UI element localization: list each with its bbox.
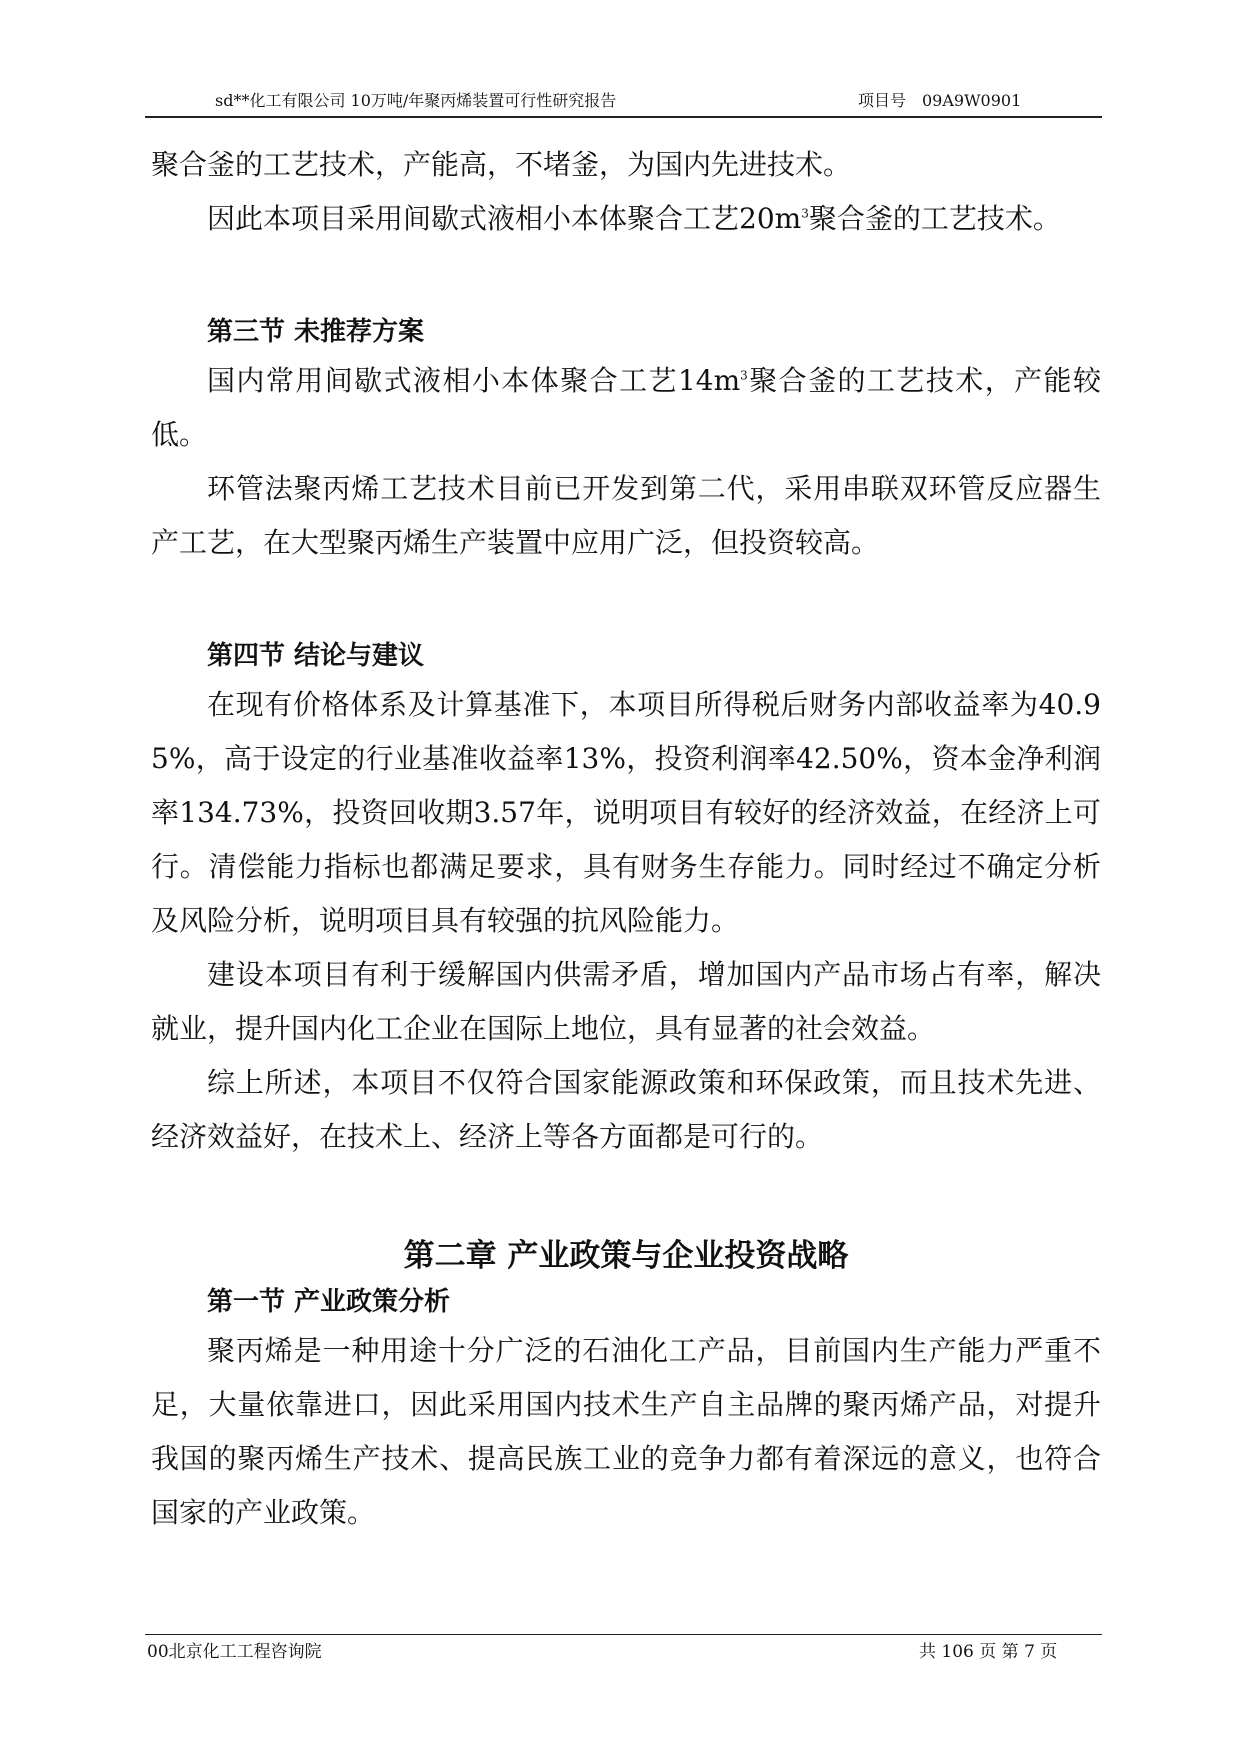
section-heading: 第四节 结论与建议 bbox=[207, 641, 425, 671]
paragraph: 聚合釜的工艺技术，产能高，不堵釜，为国内先进技术。 bbox=[151, 148, 852, 181]
paragraph: 聚丙烯是一种用途十分广泛的石油化工产品，目前国内生产能力严重不足，大量依靠进口，因此采用国内技术生产自主品牌的聚丙烯产品，对提升我国的聚丙烯生产技术、提高民族工业的竞争力都有着深远的意义，也符合国家的产业政策。 bbox=[151, 1334, 1101, 1529]
page-body bbox=[151, 138, 1101, 1540]
section-heading: 第一节 产业政策分析 bbox=[207, 1287, 451, 1317]
header-project-number: 项目号 09A9W0901 bbox=[858, 91, 1022, 110]
paragraph-text: 国内常用间歇式液相小本体聚合工艺14m bbox=[207, 364, 741, 397]
paragraph-text: 聚合釜的工艺技术。 bbox=[808, 202, 1061, 235]
superscript: 3 bbox=[801, 206, 809, 221]
paragraph: 在现有价格体系及计算基准下，本项目所得税后财务内部收益率为40.95%，高于设定的行业基准收益率13%，投资利润率42.50%，资本金净利润率134.73%，投资回收期3.57年，说明项目有较好的经济效益，在经济上可行。清偿能力指标也都满足要求，具有财务生存能力。同时经过不确定分析及风险分析，说明项目具有较强的抗风险能力。 bbox=[151, 688, 1101, 937]
header-report-title: sd**化工有限公司 10万吨/年聚丙烯装置可行性研究报告 bbox=[215, 91, 617, 110]
footer-page-number: 共 106 页 第 7 页 bbox=[919, 1642, 1058, 1662]
paragraph-text: 聚合釜的工艺技术，产能较低。 bbox=[151, 364, 1101, 451]
page-footer bbox=[145, 1634, 1102, 1665]
paragraph: 环管法聚丙烯工艺技术目前已开发到第二代，采用串联双环管反应器生产工艺，在大型聚丙烯生产装置中应用广泛，但投资较高。 bbox=[151, 472, 1101, 559]
superscript: 3 bbox=[740, 368, 748, 383]
paragraph: 综上所述，本项目不仅符合国家能源政策和环保政策，而且技术先进、经济效益好，在技术上、经济上等各方面都是可行的。 bbox=[151, 1066, 1101, 1153]
paragraph: 建设本项目有利于缓解国内供需矛盾，增加国内产品市场占有率，解决就业，提升国内化工企业在国际上地位，具有显著的社会效益。 bbox=[151, 958, 1101, 1045]
chapter-title: 第二章 产业政策与企业投资战略 bbox=[403, 1238, 849, 1274]
section-heading: 第三节 未推荐方案 bbox=[207, 317, 425, 347]
paragraph bbox=[151, 192, 1101, 246]
page-header bbox=[145, 88, 1102, 118]
paragraph bbox=[151, 354, 1101, 462]
footer-institute: 00北京化工工程咨询院 bbox=[147, 1642, 322, 1662]
paragraph-text: 因此本项目采用间歇式液相小本体聚合工艺20m bbox=[207, 202, 802, 235]
